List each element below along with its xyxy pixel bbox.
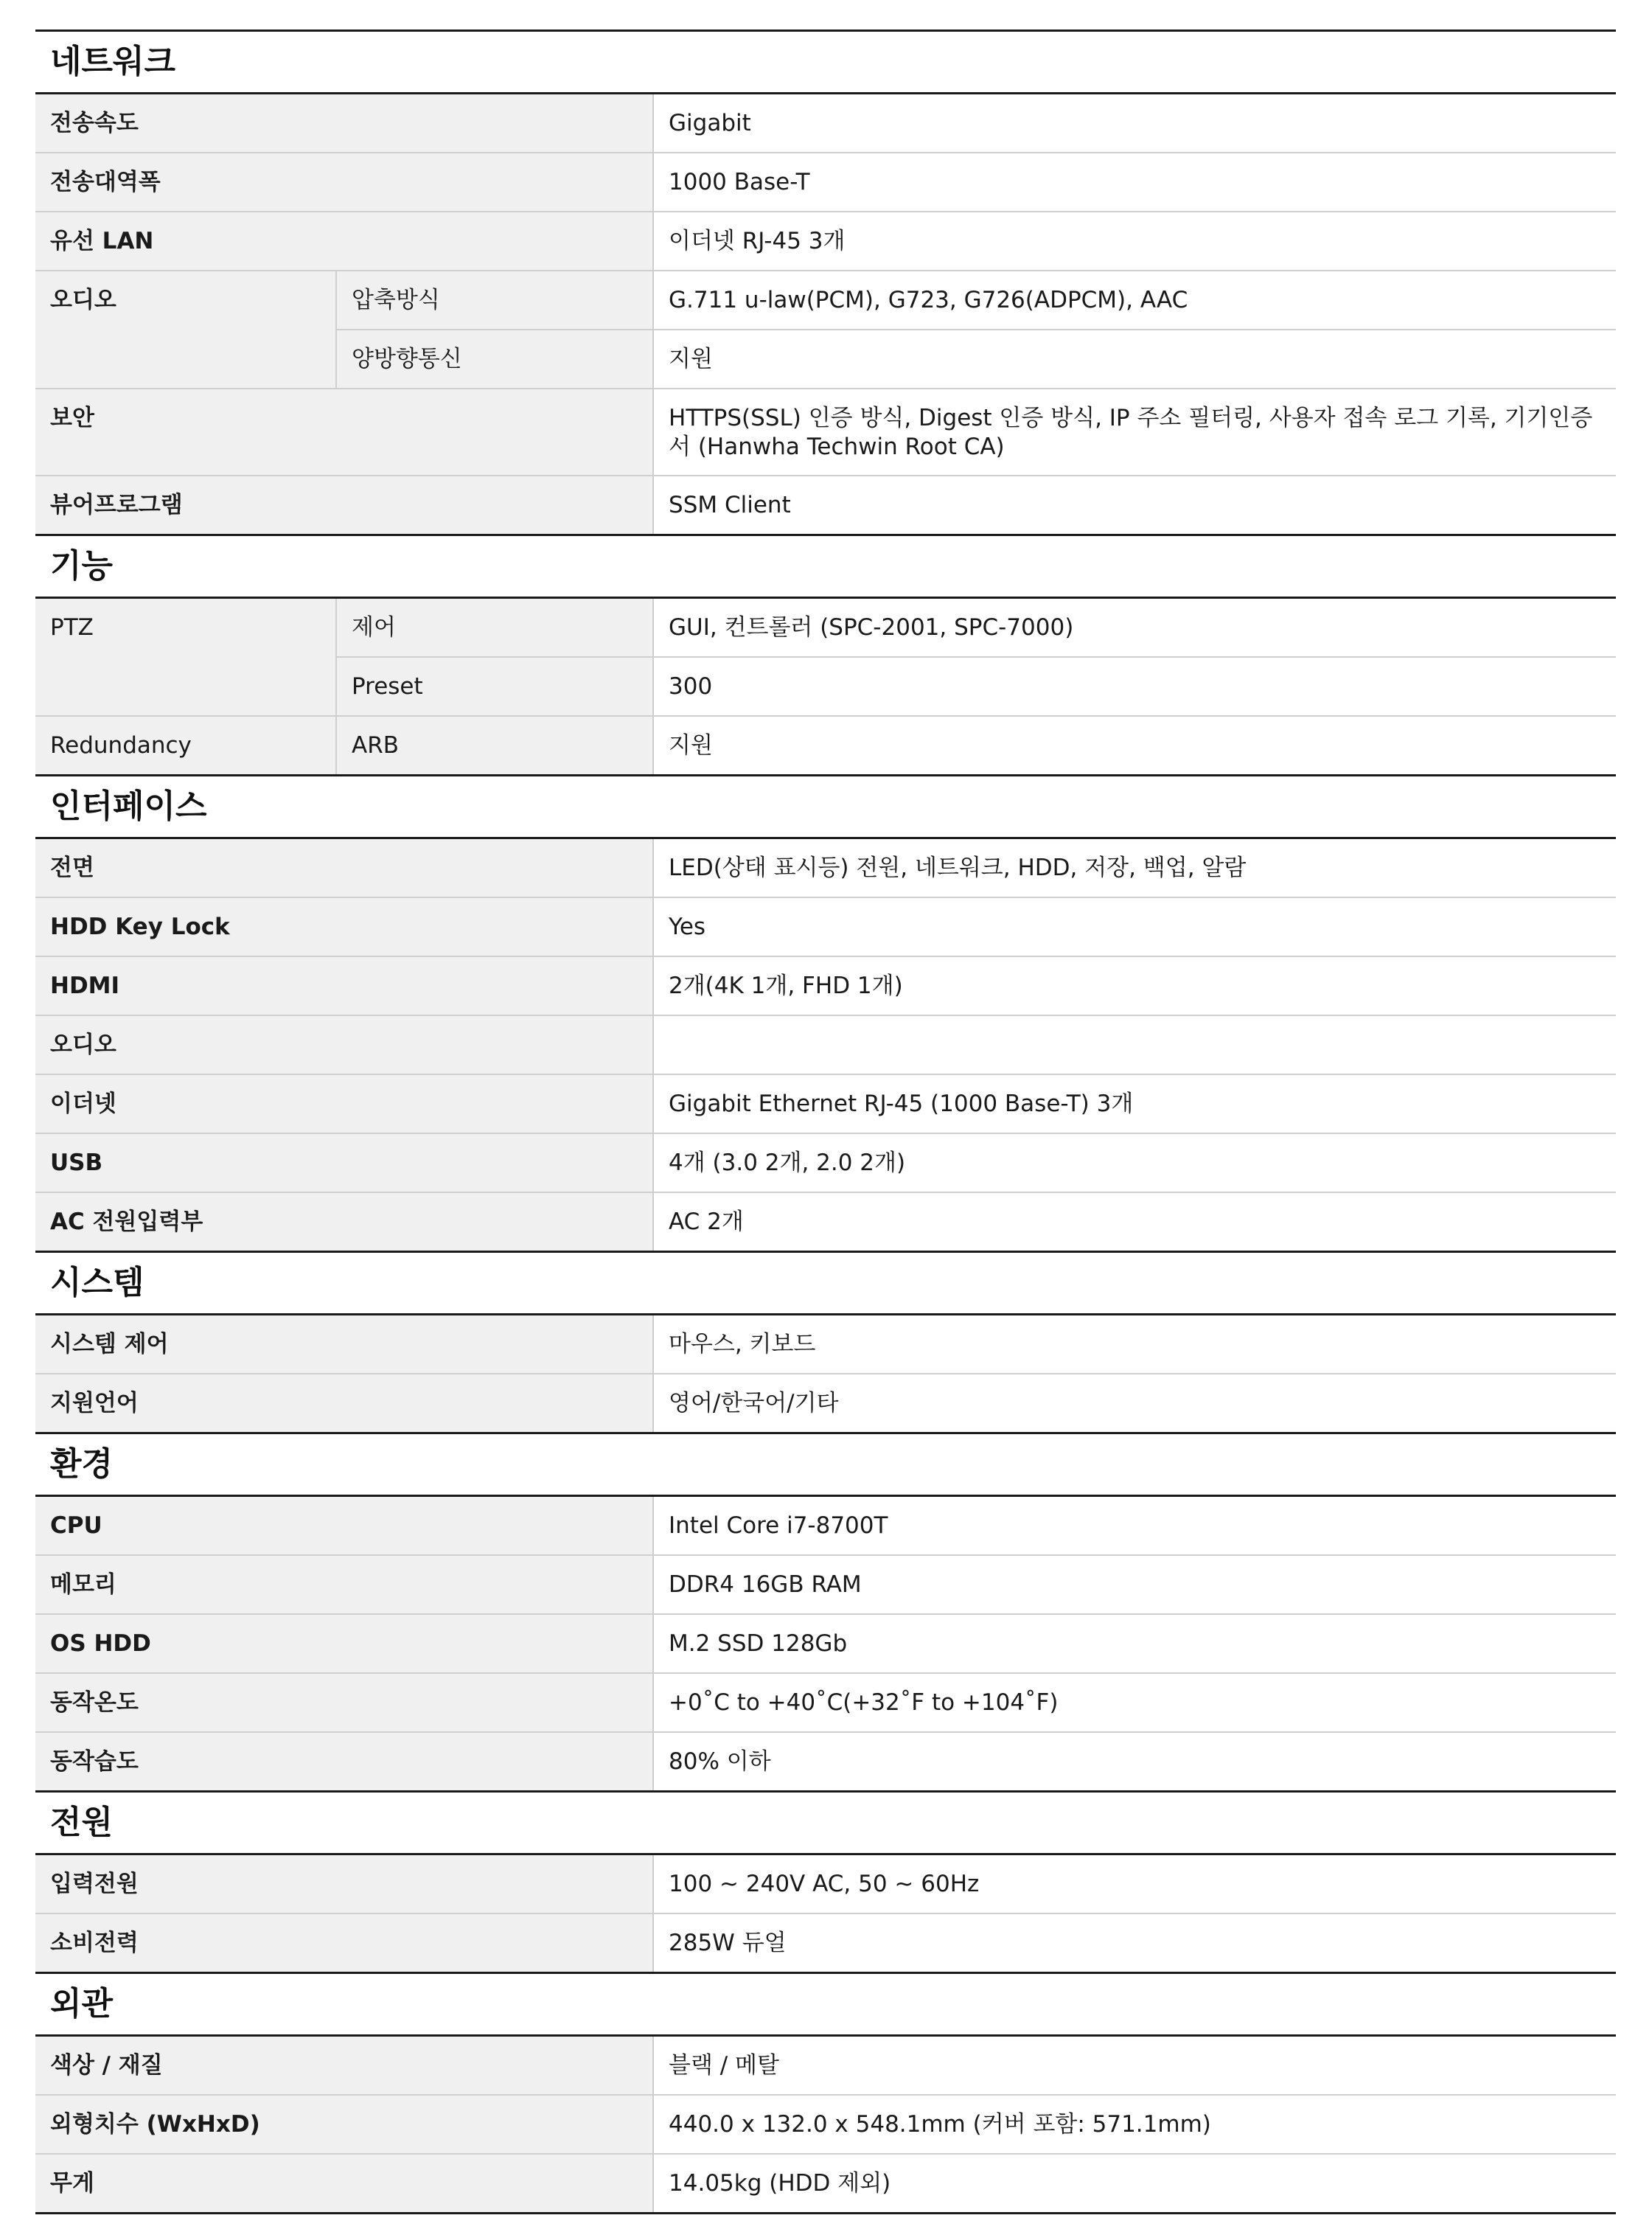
spec-sheet	[35, 29, 1616, 2214]
spec-label: CPU	[35, 1497, 653, 1555]
spec-label: 메모리	[35, 1555, 653, 1614]
spec-row	[35, 1855, 1616, 1913]
spec-row	[35, 1015, 1616, 1074]
spec-value: 80% 이하	[653, 1732, 1616, 1790]
spec-label: Redundancy	[35, 716, 336, 774]
section-title: 인터페이스	[35, 774, 1616, 839]
spec-table	[35, 1855, 1616, 1972]
spec-row	[35, 1614, 1616, 1673]
spec-row	[35, 2095, 1616, 2154]
spec-value: 1000 Base-T	[653, 153, 1616, 212]
spec-table	[35, 94, 1616, 534]
spec-value: +0˚C to +40˚C(+32˚F to +104˚F)	[653, 1673, 1616, 1732]
spec-value: 2개(4K 1개, FHD 1개)	[653, 956, 1616, 1015]
spec-section	[35, 1972, 1616, 2212]
spec-label: 뷰어프로그램	[35, 476, 653, 534]
spec-row	[35, 271, 1616, 330]
spec-label: 외형치수 (WxHxD)	[35, 2095, 653, 2154]
spec-value: Intel Core i7-8700T	[653, 1497, 1616, 1555]
spec-value: SSM Client	[653, 476, 1616, 534]
spec-label: 소비전력	[35, 1913, 653, 1972]
spec-row	[35, 212, 1616, 271]
spec-section	[35, 29, 1616, 534]
spec-value: 영어/한국어/기타	[653, 1374, 1616, 1432]
spec-value	[653, 1015, 1616, 1074]
section-title: 시스템	[35, 1251, 1616, 1315]
spec-value: HTTPS(SSL) 인증 방식, Digest 인증 방식, IP 주소 필터링, 사용자 접속 로그 기록, 기기인증서 (Hanwha Techwin Root CA)	[653, 389, 1616, 476]
spec-label: 전송대역폭	[35, 153, 653, 212]
spec-section	[35, 774, 1616, 1251]
spec-table	[35, 2037, 1616, 2212]
spec-table	[35, 599, 1616, 774]
spec-value: 285W 듀얼	[653, 1913, 1616, 1972]
spec-label: 전면	[35, 839, 653, 897]
spec-row	[35, 476, 1616, 534]
spec-sublabel: 제어	[336, 599, 653, 657]
spec-label: 시스템 제어	[35, 1315, 653, 1374]
spec-value: 지원	[653, 330, 1616, 389]
spec-row	[35, 599, 1616, 657]
spec-section	[35, 1790, 1616, 1972]
spec-value: 100 ~ 240V AC, 50 ~ 60Hz	[653, 1855, 1616, 1913]
spec-label: 무게	[35, 2154, 653, 2212]
spec-value: 마우스, 키보드	[653, 1315, 1616, 1374]
spec-row	[35, 1374, 1616, 1432]
spec-value: 440.0 x 132.0 x 548.1mm (커버 포함: 571.1mm)	[653, 2095, 1616, 2154]
section-title: 기능	[35, 534, 1616, 599]
spec-row	[35, 1192, 1616, 1251]
spec-row	[35, 2037, 1616, 2095]
spec-value: 지원	[653, 716, 1616, 774]
spec-value: 4개 (3.0 2개, 2.0 2개)	[653, 1133, 1616, 1192]
spec-label: 오디오	[35, 271, 336, 389]
section-title: 외관	[35, 1972, 1616, 2037]
spec-value: 14.05kg (HDD 제외)	[653, 2154, 1616, 2212]
spec-label: HDD Key Lock	[35, 897, 653, 956]
section-title: 환경	[35, 1432, 1616, 1497]
spec-label: 동작온도	[35, 1673, 653, 1732]
spec-value: M.2 SSD 128Gb	[653, 1614, 1616, 1673]
spec-table	[35, 1497, 1616, 1790]
spec-label: USB	[35, 1133, 653, 1192]
spec-value: 이더넷 RJ-45 3개	[653, 212, 1616, 271]
spec-label: 입력전원	[35, 1855, 653, 1913]
section-title: 네트워크	[35, 29, 1616, 94]
spec-value: G.711 u-law(PCM), G723, G726(ADPCM), AAC	[653, 271, 1616, 330]
spec-value: AC 2개	[653, 1192, 1616, 1251]
spec-value: Yes	[653, 897, 1616, 956]
spec-row	[35, 716, 1616, 774]
spec-label: PTZ	[35, 599, 336, 716]
spec-label: 지원언어	[35, 1374, 653, 1432]
spec-sublabel: 양방향통신	[336, 330, 653, 389]
spec-label: HDMI	[35, 956, 653, 1015]
spec-section	[35, 1432, 1616, 1790]
spec-label: 오디오	[35, 1015, 653, 1074]
spec-value: Gigabit Ethernet RJ-45 (1000 Base-T) 3개	[653, 1074, 1616, 1133]
spec-row	[35, 94, 1616, 153]
spec-sublabel: Preset	[336, 657, 653, 716]
spec-label: 동작습도	[35, 1732, 653, 1790]
spec-row	[35, 897, 1616, 956]
bottom-rule	[35, 2212, 1616, 2214]
spec-row	[35, 1732, 1616, 1790]
section-title: 전원	[35, 1790, 1616, 1855]
spec-label: 색상 / 재질	[35, 2037, 653, 2095]
spec-label: AC 전원입력부	[35, 1192, 653, 1251]
spec-value: Gigabit	[653, 94, 1616, 153]
spec-sublabel: ARB	[336, 716, 653, 774]
spec-value: 300	[653, 657, 1616, 716]
spec-table	[35, 839, 1616, 1251]
spec-sublabel: 압축방식	[336, 271, 653, 330]
spec-section	[35, 1251, 1616, 1432]
spec-row	[35, 1074, 1616, 1133]
spec-row	[35, 956, 1616, 1015]
spec-label: 유선 LAN	[35, 212, 653, 271]
spec-label: 이더넷	[35, 1074, 653, 1133]
spec-row	[35, 1673, 1616, 1732]
spec-value: GUI, 컨트롤러 (SPC-2001, SPC-7000)	[653, 599, 1616, 657]
spec-row	[35, 839, 1616, 897]
spec-label: 전송속도	[35, 94, 653, 153]
spec-label: 보안	[35, 389, 653, 476]
spec-row	[35, 1555, 1616, 1614]
spec-row	[35, 153, 1616, 212]
spec-row	[35, 1315, 1616, 1374]
spec-value: 블랙 / 메탈	[653, 2037, 1616, 2095]
spec-row	[35, 1497, 1616, 1555]
spec-value: DDR4 16GB RAM	[653, 1555, 1616, 1614]
spec-row	[35, 1913, 1616, 1972]
spec-row	[35, 2154, 1616, 2212]
spec-row	[35, 389, 1616, 476]
spec-value: LED(상태 표시등) 전원, 네트워크, HDD, 저장, 백업, 알람	[653, 839, 1616, 897]
spec-table	[35, 1315, 1616, 1432]
spec-label: OS HDD	[35, 1614, 653, 1673]
spec-row	[35, 1133, 1616, 1192]
spec-section	[35, 534, 1616, 774]
